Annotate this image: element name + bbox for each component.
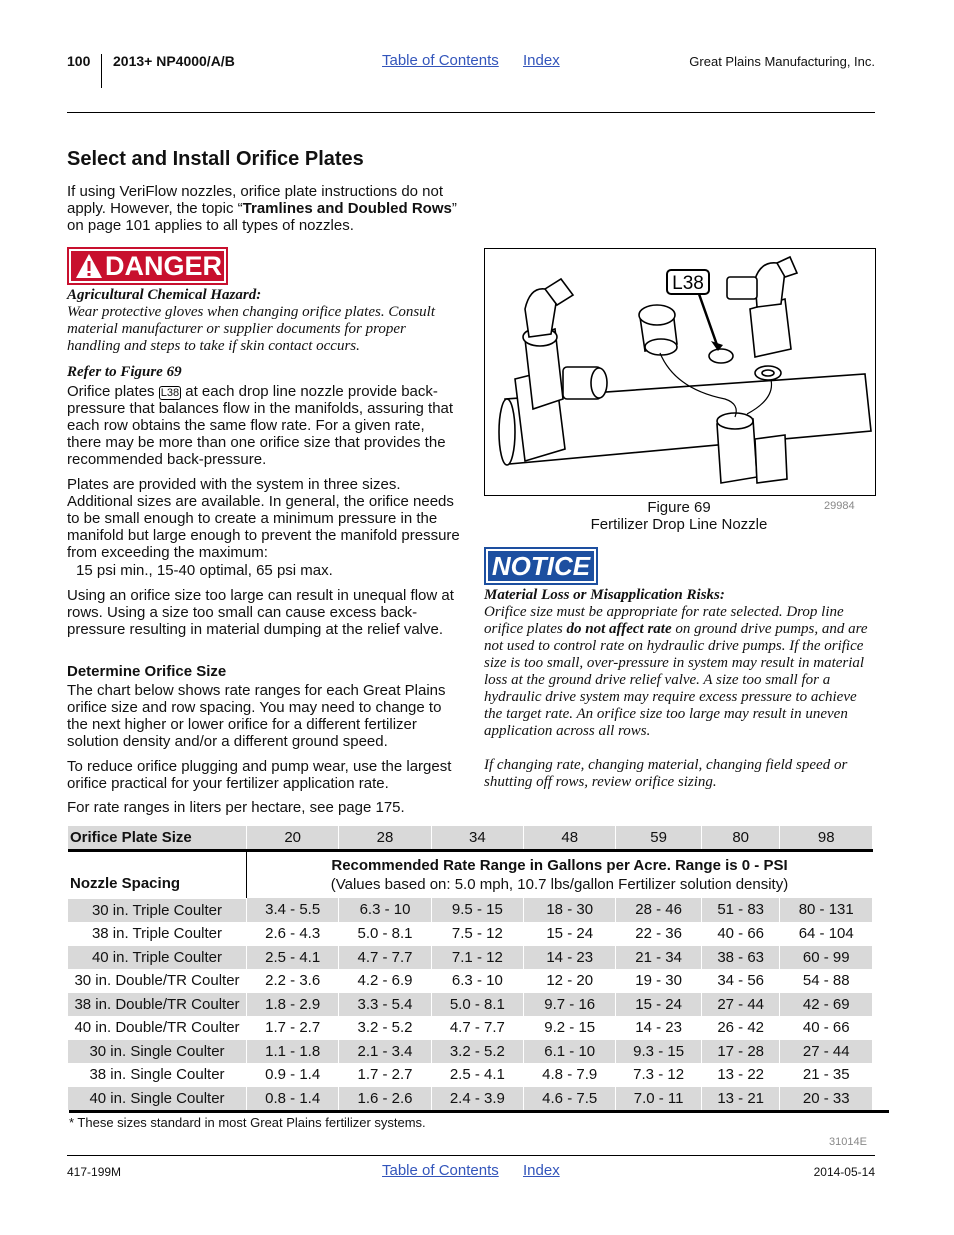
notice-text-a: Orifice size must be appropriate for rate selected. Drop line orifice plates [484, 604, 844, 637]
table-row [68, 1016, 873, 1040]
notice-text-b: on ground drive pumps, and are not used to control rate on hydraulic drive pumps. If the orifice size is too small, over-pressure in system may result in material loss at the ground drive relief valve. A size too small for a hydraulic drive system may require excess pressure to achieve the target rate. An orifice size too large may result in uneven application across all rows. [484, 621, 868, 739]
rate-cell: 3.2 - 5.2 [431, 1039, 523, 1063]
company-name: Great Plains Manufacturing, Inc. [689, 54, 875, 69]
danger-label [67, 247, 228, 285]
rate-cell: 4.7 - 7.7 [431, 1016, 523, 1040]
psi-line: 15 psi min., 15-40 optimal, 65 psi max. [76, 562, 333, 579]
table-row [68, 898, 873, 922]
size-cell: 28 [339, 826, 431, 851]
rate-cell: 6.3 - 10 [431, 969, 523, 993]
toc-link-bottom[interactable]: Table of Contents [382, 1162, 499, 1179]
rate-cell: 7.1 - 12 [431, 945, 523, 969]
notice-label [484, 547, 598, 585]
rate-cell: 9.2 - 15 [524, 1016, 616, 1040]
rate-cell: 34 - 56 [701, 969, 780, 993]
rate-cell: 5.0 - 8.1 [431, 992, 523, 1016]
rate-cell: 1.7 - 2.7 [247, 1016, 339, 1040]
rate-cell: 9.7 - 16 [524, 992, 616, 1016]
table-row [68, 945, 873, 969]
row-label: 40 in. Double/TR Coulter [68, 1016, 247, 1040]
index-link-bottom[interactable]: Index [523, 1162, 560, 1179]
table-row [68, 1039, 873, 1063]
rate-cell: 4.6 - 7.5 [524, 1086, 616, 1110]
nozzle-illustration [485, 249, 875, 495]
range-header [247, 851, 873, 899]
rate-cell: 17 - 28 [701, 1039, 780, 1063]
rate-cell: 3.3 - 5.4 [339, 992, 431, 1016]
model-name: 2013+ NP4000/A/B [113, 53, 235, 69]
rate-cell: 21 - 35 [780, 1063, 873, 1087]
doc-number: 417-199M [67, 1165, 122, 1179]
rate-cell: 1.6 - 2.6 [339, 1086, 431, 1110]
figure-number: Figure 69 [647, 499, 711, 516]
range-header-title: Recommended Rate Range in Gallons per Acre. Range is 0 - PSI [331, 857, 788, 874]
rate-cell: 0.9 - 1.4 [247, 1063, 339, 1087]
rate-cell: 1.8 - 2.9 [247, 992, 339, 1016]
rate-rows [68, 898, 873, 1110]
refer-figure: Refer to Figure 69 [67, 364, 182, 380]
rate-cell: 4.2 - 6.9 [339, 969, 431, 993]
rate-cell: 40 - 66 [780, 1016, 873, 1040]
table-header-row [68, 826, 873, 851]
rate-cell: 4.8 - 7.9 [524, 1063, 616, 1087]
rate-cell: 21 - 34 [616, 945, 701, 969]
size-cell: 48 [524, 826, 616, 851]
rate-cell: 60 - 99 [780, 945, 873, 969]
size-cell: 59 [616, 826, 701, 851]
rate-cell: 14 - 23 [616, 1016, 701, 1040]
rate-cell: 3.2 - 5.2 [339, 1016, 431, 1040]
rate-cell: 80 - 131 [780, 898, 873, 922]
rate-cell: 51 - 83 [701, 898, 780, 922]
rate-cell: 13 - 22 [701, 1063, 780, 1087]
table-footnote [69, 1110, 889, 1130]
rate-cell: 15 - 24 [616, 992, 701, 1016]
table-row [68, 922, 873, 946]
rate-cell: 18 - 30 [524, 898, 616, 922]
orifice-text: Orifice plates [67, 383, 155, 400]
rate-table [68, 826, 873, 1110]
danger-message [67, 287, 462, 355]
rate-cell: 12 - 20 [524, 969, 616, 993]
rate-cell: 42 - 69 [780, 992, 873, 1016]
rate-cell: 27 - 44 [780, 1039, 873, 1063]
liters-paragraph: For rate ranges in liters per hectare, see page 175. [67, 799, 405, 816]
size-header: Orifice Plate Size [68, 826, 247, 851]
notice-text-bold: do not affect rate [566, 621, 672, 637]
orifice-text-end: at each drop line nozzle provide back-pressure that balances flow in the manifolds, assuring that each row obtains the same flow rate. For a given rate, there may be more than one orifice size that provides the recommended back-pressure. [67, 383, 454, 468]
intro-link-topic: Tramlines and Doubled Rows [242, 200, 452, 217]
sizes-paragraph: Plates are provided with the system in three sizes. Additional sizes are available. In general, the orifice needs to be small enough to create a minimum pressure in the manifold but large enough to prevent the manifold pressure from exceeding the maximum: [67, 476, 460, 561]
rate-cell: 19 - 30 [616, 969, 701, 993]
intro-text: If using VeriFlow nozzles, orifice plate instructions do not apply. However, the topic “ [67, 183, 444, 217]
table-row [68, 969, 873, 993]
rate-cell: 1.1 - 1.8 [247, 1039, 339, 1063]
subheading: Determine Orifice Size [67, 663, 227, 680]
rate-cell: 2.5 - 4.1 [247, 945, 339, 969]
rate-cell: 0.8 - 1.4 [247, 1086, 339, 1110]
rate-cell: 3.4 - 5.5 [247, 898, 339, 922]
rate-cell: 38 - 63 [701, 945, 780, 969]
figure-id: 29984 [824, 500, 855, 512]
rate-cell: 7.3 - 12 [616, 1063, 701, 1087]
table-subheader-row [68, 851, 873, 899]
rate-cell: 2.1 - 3.4 [339, 1039, 431, 1063]
table-row [68, 1086, 873, 1110]
rate-cell: 4.7 - 7.7 [339, 945, 431, 969]
warning-triangle-icon [74, 252, 104, 280]
rate-cell: 28 - 46 [616, 898, 701, 922]
reduce-paragraph: To reduce orifice plugging and pump wear, use the largest orifice practical for your fertilizer application rate. [67, 758, 452, 792]
rate-cell: 1.7 - 2.7 [339, 1063, 431, 1087]
rate-cell: 2.2 - 3.6 [247, 969, 339, 993]
row-label: 30 in. Triple Coulter [68, 898, 247, 922]
row-label: 38 in. Double/TR Coulter [68, 992, 247, 1016]
l38-tag: L38 [160, 387, 180, 399]
chart-paragraph: The chart below shows rate ranges for each Great Plains orifice size and row spacing. You may need to change to the next higher or lower orifice for a different fertilizer solution density and/or a different ground speed. [67, 682, 446, 750]
page-number: 100 [67, 53, 91, 69]
rate-cell: 2.6 - 4.3 [247, 922, 339, 946]
figure-title: Fertilizer Drop Line Nozzle [590, 516, 768, 533]
row-label: 38 in. Single Coulter [68, 1063, 247, 1087]
range-header-sub: (Values based on: 5.0 mph, 10.7 lbs/gallon Fertilizer solution density) [330, 876, 789, 893]
spacing-header: Nozzle Spacing [68, 851, 247, 899]
rate-cell: 2.4 - 3.9 [431, 1086, 523, 1110]
footer-rule [67, 1155, 875, 1156]
notice-title: Material Loss or Misapplication Risks: [484, 587, 725, 603]
rate-cell: 5.0 - 8.1 [339, 922, 431, 946]
rate-cell: 7.5 - 12 [431, 922, 523, 946]
rate-cell: 40 - 66 [701, 922, 780, 946]
size-cell: 20 [247, 826, 339, 851]
index-link-top[interactable]: Index [523, 52, 560, 69]
size-cell: 34 [431, 826, 523, 851]
orifice-paragraph [67, 383, 462, 468]
rate-cell: 7.0 - 11 [616, 1086, 701, 1110]
figure-caption [484, 499, 874, 533]
rate-cell: 13 - 21 [701, 1086, 780, 1110]
rate-cell: 20 - 33 [780, 1086, 873, 1110]
doc-date: 2014-05-14 [813, 1165, 875, 1179]
row-label: 40 in. Single Coulter [68, 1086, 247, 1110]
rate-cell: 54 - 88 [780, 969, 873, 993]
rate-cell: 26 - 42 [701, 1016, 780, 1040]
rate-cell: 6.1 - 10 [524, 1039, 616, 1063]
hazard-title: Agricultural Chemical Hazard: [67, 287, 262, 303]
footnote-text: * These sizes standard in most Great Plains fertilizer systems. [69, 1115, 426, 1130]
row-label: 40 in. Triple Coulter [68, 945, 247, 969]
notice-text: NOTICE [488, 551, 594, 581]
rate-cell: 14 - 23 [524, 945, 616, 969]
header-divider [101, 54, 102, 88]
header-rule [67, 112, 875, 113]
notice-message [484, 587, 874, 791]
figure-69 [484, 248, 876, 496]
rate-cell: 2.5 - 4.1 [431, 1063, 523, 1087]
rate-cell: 9.5 - 15 [431, 898, 523, 922]
notice-text-2: If changing rate, changing material, changing field speed or shutting off rows, review orifice sizing. [484, 757, 848, 790]
table-row [68, 992, 873, 1016]
intro-text-end: ” on page 101 applies to all types of nozzles. [67, 200, 457, 234]
too-large-paragraph: Using an orifice size too large can result in unequal flow at rows. Using a size too small can cause excess back-pressure resulting in material dumping at the relief valve. [67, 587, 454, 638]
table-row [68, 1063, 873, 1087]
rate-cell: 9.3 - 15 [616, 1039, 701, 1063]
danger-text: DANGER [105, 251, 223, 281]
toc-link-top[interactable]: Table of Contents [382, 52, 499, 69]
row-label: 38 in. Triple Coulter [68, 922, 247, 946]
figure-callout: L38 [672, 273, 704, 294]
rate-cell: 64 - 104 [780, 922, 873, 946]
row-label: 30 in. Single Coulter [68, 1039, 247, 1063]
section-title: Select and Install Orifice Plates [67, 148, 364, 170]
rate-cell: 15 - 24 [524, 922, 616, 946]
size-cell: 80 [701, 826, 780, 851]
rate-cell: 22 - 36 [616, 922, 701, 946]
table-id: 31014E [829, 1136, 867, 1148]
row-label: 30 in. Double/TR Coulter [68, 969, 247, 993]
size-cell: 98 [780, 826, 873, 851]
rate-cell: 6.3 - 10 [339, 898, 431, 922]
rate-cell: 27 - 44 [701, 992, 780, 1016]
hazard-text: Wear protective gloves when changing orifice plates. Consult material manufacturer or supplier documents for proper handling and steps to take if skin contact occurs. [67, 304, 435, 354]
intro-paragraph [67, 183, 462, 234]
